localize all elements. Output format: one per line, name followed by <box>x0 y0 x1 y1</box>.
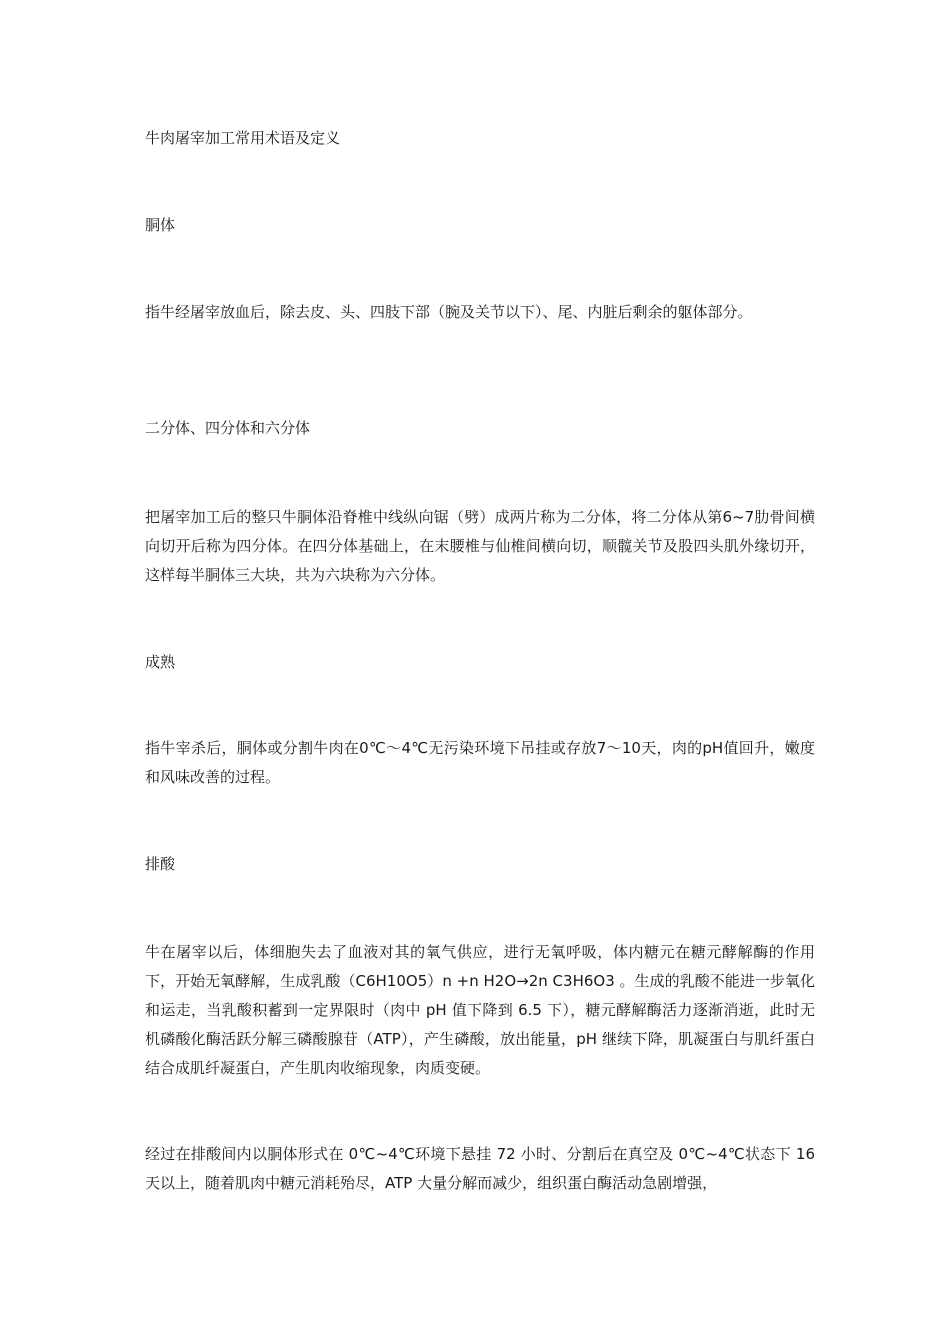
section-body-carcass: 指牛经屠宰放血后，除去皮、头、四肢下部（腕及关节以下）、尾、内脏后剩余的躯体部分。 <box>145 303 753 321</box>
section-body-acid-discharge: 牛在屠宰以后，体细胞失去了血液对其的氧气供应，进行无氧呼吸，体内糖元在糖元酵解酶的作用下，开始无氧酵解，生成乳酸（C6H10O5）n +n H2O→2n C3H6O3 。生成的乳酸不能进一步氧化和运走，当乳酸积蓄到一定界限时（肉中 pH 值下降到 6.5 下），糖元酵解酶活力逐渐消逝，此时无机磷酸化酶活跃分解三磷酸腺苷（ATP），产生磷酸，放出能量，pH 继续下降，肌凝蛋白与肌纤蛋白结合成肌纤凝蛋白，产生肌肉收缩现象，肉质变硬。 <box>145 943 815 1077</box>
section-heading-acid-discharge: 排酸 <box>145 855 176 873</box>
section-body-maturation: 指牛宰杀后，胴体或分割牛肉在0℃～4℃无污染环境下吊挂或存放7～10天，肉的pH值回升，嫩度和风味改善的过程。 <box>145 739 815 786</box>
section-body-acid-discharge-continued: 经过在排酸间内以胴体形式在 0℃~4℃环境下悬挂 72 小时、分割后在真空及 0℃~4℃状态下 16 天以上，随着肌肉中糖元消耗殆尽，ATP 大量分解而减少，组织蛋白酶活动急剧增强， <box>145 1145 815 1192</box>
document-page <box>145 0 815 1344</box>
document-title: 牛肉屠宰加工常用术语及定义 <box>145 129 341 147</box>
section-heading-maturation: 成熟 <box>145 653 176 671</box>
section-body-split: 把屠宰加工后的整只牛胴体沿脊椎中线纵向锯（劈）成两片称为二分体，将二分体从第6~7肋骨间横向切开后称为四分体。在四分体基础上，在末腰椎与仙椎间横向切，顺髋关节及股四头肌外缘切开，这样每半胴体三大块，共为六块称为六分体。 <box>145 508 815 584</box>
section-heading-split: 二分体、四分体和六分体 <box>145 419 311 437</box>
section-heading-carcass: 胴体 <box>145 216 176 234</box>
